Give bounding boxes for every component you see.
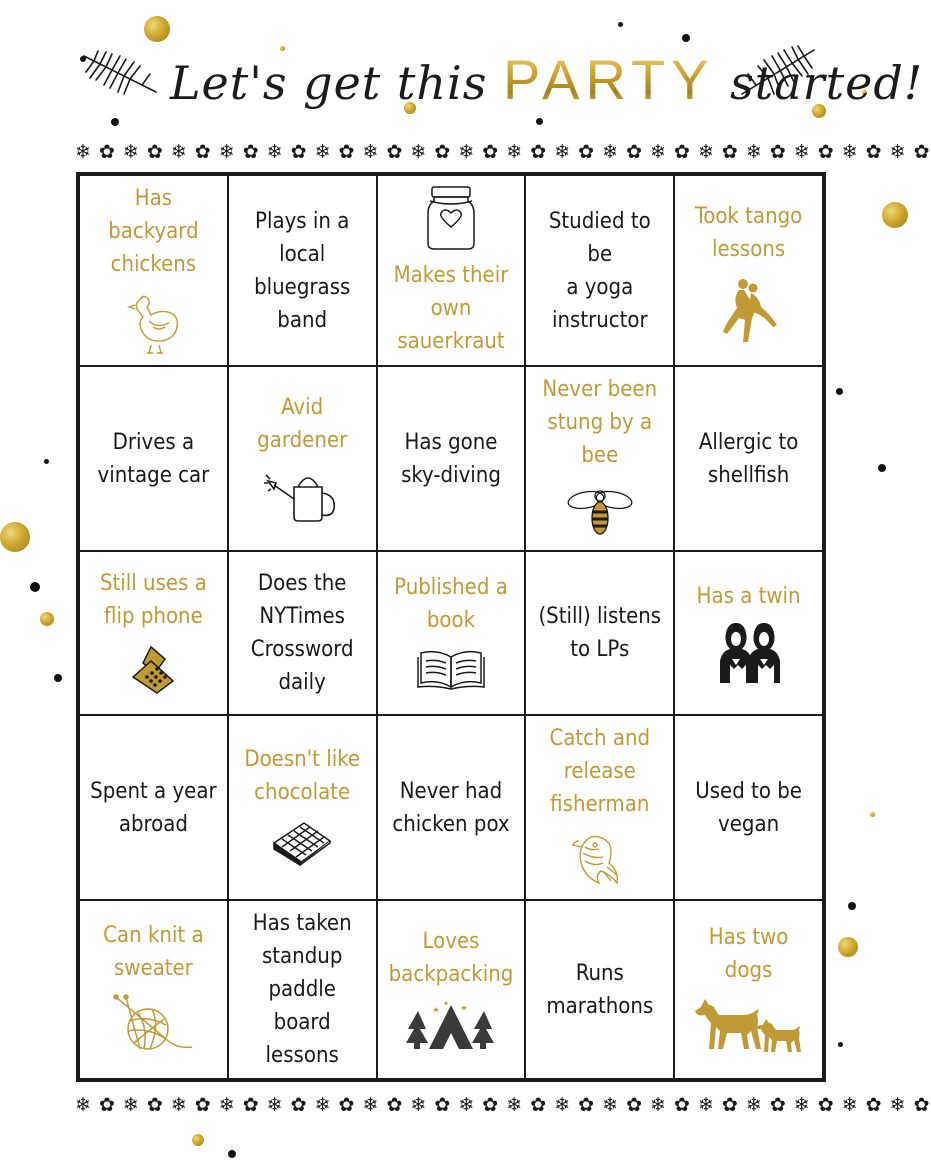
bingo-cell-text: Has backyard chickens [108,186,199,277]
bingo-cell [674,366,823,551]
confetti-dot [111,118,119,126]
confetti-dot [144,16,170,42]
bingo-cell-text: Took tango lessons [694,203,803,262]
confetti-dot [30,582,40,592]
bingo-cell-text: Still uses a flip phone [99,571,207,629]
bingo-cell [674,175,823,366]
page-title [170,40,924,120]
confetti-dot [618,22,623,27]
confetti-dot [40,612,54,626]
bingo-cell-text: Published a book [394,575,508,633]
bingo-cell-text: Avid gardener [257,394,348,453]
bingo-cell-text: Spent a year abroad [90,778,217,837]
dogs-icon [697,997,801,1059]
bingo-cell-text: Never been stung by a bee [542,377,658,468]
bingo-cell-text: Has two dogs [708,924,789,983]
bingo-cell-text: Can knit a sweater [103,922,204,981]
bingo-cell-text: Never had chicken pox [392,778,510,837]
flip-phone-icon [129,643,177,699]
confetti-dot [836,388,843,395]
title-party: PARTY [502,48,715,111]
bingo-cell [377,175,526,366]
confetti-dot [870,812,875,817]
confetti-dot [838,1042,843,1047]
tent-icon [406,1001,496,1055]
pine-branch-left-icon [80,48,160,98]
bingo-cell [525,900,674,1079]
twins-icon [714,623,784,687]
confetti-dot [44,459,49,464]
confetti-dot [192,1134,204,1146]
bingo-cell-text: Does the NYTimes Crossword daily [250,571,354,695]
bingo-cell [79,715,228,900]
watering-can-icon [264,467,340,527]
bingo-cell-text: Catch and release fisherman [549,726,651,817]
bingo-cell [674,551,823,715]
bingo-cell [674,900,823,1079]
bingo-cell [228,175,377,366]
bingo-cell-text: Studied to be a yoga instructor [548,208,651,333]
bingo-cell-text: Allergic to shellfish [698,429,799,488]
confetti-dot [878,464,886,472]
jar-icon [420,183,482,257]
bingo-cell-text: Has taken standup paddle board lessons [252,911,352,1068]
bingo-cell [525,366,674,551]
bingo-cell-text: Runs marathons [546,960,654,1019]
chicken-icon [125,291,181,359]
title-end: started! [714,56,924,110]
yarn-ball-icon [112,995,194,1061]
bingo-cell [228,551,377,715]
bingo-cell [228,900,377,1079]
bingo-cell-text: Plays in a local bluegrass band [254,208,351,333]
confetti-dot [848,902,856,910]
confetti-dot [0,522,30,552]
bingo-cell-text: Doesn't like chocolate [244,746,361,805]
bingo-cell [377,366,526,551]
bingo-cell-text: Has gone sky-diving [401,429,501,488]
title-start: Let's get this [170,56,503,110]
open-book-icon [416,647,486,695]
bingo-cell [674,715,823,900]
confetti-dot [54,674,62,682]
tango-dancers-icon [719,276,779,342]
bingo-cell [377,900,526,1079]
border-strip-top: ❄ ✿ ❄ ✿ ❄ ✿ ❄ ✿ ❄ ✿ ❄ ✿ ❄ ✿ ❄ ✿ ❄ ✿ ❄ ✿ ❄ ✿ ❄ ✿ ❄ ✿ ❄ ✿ ❄ ✿ ❄ ✿ ❄ ✿ ❄ ✿ [75,141,931,163]
bingo-cell [377,715,526,900]
confetti-dot [838,937,858,957]
bingo-cell-text: (Still) listens to LPs [538,604,662,662]
bingo-cell-text: Makes their own sauerkraut [393,263,509,354]
bingo-grid [76,172,826,1082]
bingo-cell [79,551,228,715]
bingo-cell-text: Has a twin [696,583,801,609]
bingo-cell [228,715,377,900]
bingo-cell [79,175,228,366]
confetti-dot [228,1150,236,1158]
bingo-cell [377,551,526,715]
bee-icon [564,482,636,544]
bingo-cell [228,366,377,551]
bingo-cell-text: Used to be vegan [695,778,802,837]
bingo-cell-text: Loves backpacking [388,928,514,987]
chocolate-bar-icon [270,819,334,873]
border-strip-bottom: ❄ ✿ ❄ ✿ ❄ ✿ ❄ ✿ ❄ ✿ ❄ ✿ ❄ ✿ ❄ ✿ ❄ ✿ ❄ ✿ ❄ ✿ ❄ ✿ ❄ ✿ ❄ ✿ ❄ ✿ ❄ ✿ ❄ ✿ ❄ ✿ [75,1094,931,1116]
bingo-cell-text: Drives a vintage car [97,429,210,488]
bingo-cell [525,551,674,715]
bingo-cell [525,715,674,900]
bingo-cell [525,175,674,366]
bingo-cell [79,900,228,1079]
fish-icon [571,831,629,893]
confetti-dot [882,202,908,228]
bingo-cell [79,366,228,551]
